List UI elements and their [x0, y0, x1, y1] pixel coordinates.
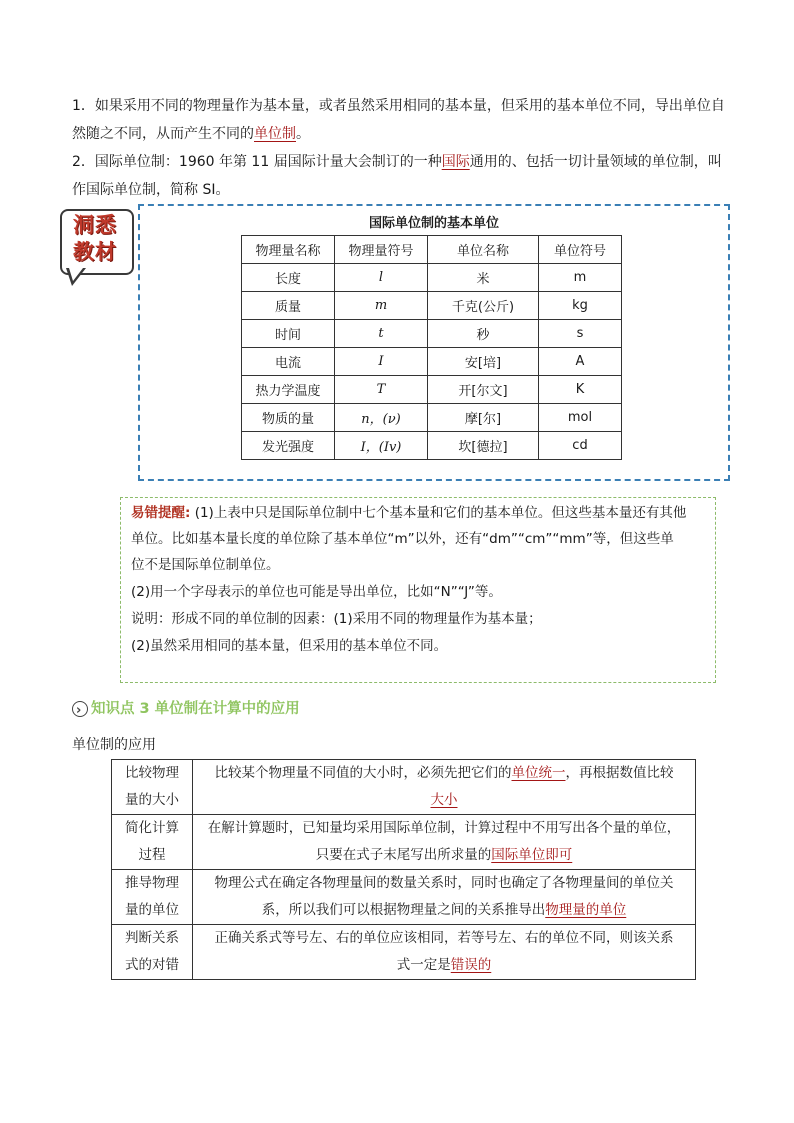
tip-line-2: 单位。比如基本量长度的单位除了基本单位“m”以外，还有“dm”“cm”“mm”等，但这些单 [131, 531, 674, 547]
app-desc-cell [193, 870, 696, 925]
app-desc-tail: ，再根据数值比较 [565, 765, 674, 781]
table-row [112, 925, 696, 980]
app-desc-text: 正确关系式等号左、右的单位应该相同，若等号左、右的单位不同，则该关系 [214, 930, 674, 946]
cell-symbol: I [335, 348, 428, 376]
table-row [242, 292, 622, 320]
cell-symbol: m [335, 292, 428, 320]
tip-line-6: (2)虽然采用相同的基本量，但采用的基本单位不同。 [131, 638, 448, 654]
tip-text-1: (1)上表中只是国际单位制中七个基本量和它们的基本单位。但这些基本量还有其他 [190, 505, 687, 521]
header-name: 物理量名称 [242, 236, 335, 264]
cell-name: 物质的量 [242, 404, 335, 432]
app-desc-line-1 [199, 925, 689, 952]
table-row [112, 815, 696, 870]
tip-line-3: 位不是国际单位制单位。 [131, 557, 280, 573]
app-label-line-2: 量的单位 [125, 902, 179, 918]
tip-label: 易错提醒: [131, 505, 191, 521]
table-row [242, 264, 622, 292]
app-desc-line-1 [199, 815, 689, 842]
tip-line-5: 说明：形成不同的单位制的因素：(1)采用不同的物理量作为基本量； [131, 611, 542, 627]
app-desc-line-1 [199, 870, 689, 897]
app-desc-text: 物理公式在确定各物理量间的数量关系时，同时也确定了各物理量间的单位关 [214, 875, 674, 891]
app-label-line-1: 判断关系 [125, 930, 179, 946]
app-desc-text-2: 只要在式子末尾写出所求量的 [315, 847, 492, 863]
app-desc-highlight-2: 大小 [430, 792, 458, 808]
app-label-line-2: 式的对错 [125, 957, 179, 973]
table-row [242, 320, 622, 348]
p2-text: 2．国际单位制：1960 年第 11 届国际计量大会制订的一种 [72, 154, 442, 170]
intro-paragraph-2 [72, 148, 732, 204]
intro-paragraph-1 [72, 92, 732, 148]
cell-name: 质量 [242, 292, 335, 320]
tip-line-4: (2)用一个字母表示的单位也可能是导出单位，比如“N”“J”等。 [131, 584, 502, 600]
app-desc-cell [193, 815, 696, 870]
app-label-cell [112, 925, 193, 980]
table-row [112, 870, 696, 925]
app-desc-highlight-2: 物理量的单位 [545, 902, 627, 918]
units-table [241, 235, 622, 460]
cell-unit-symbol: K [539, 376, 622, 404]
app-desc-cell [193, 925, 696, 980]
app-desc-line-2 [199, 897, 689, 924]
header-unit: 单位名称 [428, 236, 539, 264]
units-table-header-row [242, 236, 622, 264]
cell-unit: 千克(公斤) [428, 292, 539, 320]
app-desc-line-2 [199, 952, 689, 979]
app-label-line-1: 推导物理 [125, 875, 179, 891]
app-desc-cell [193, 760, 696, 815]
app-label-line-2: 过程 [138, 847, 166, 863]
arrow-circle-icon: › [72, 701, 88, 717]
cell-unit: 摩[尔] [428, 404, 539, 432]
cell-unit: 米 [428, 264, 539, 292]
cell-symbol: I，(Iv) [335, 432, 428, 460]
badge-line-1: 洞悉 [73, 213, 117, 237]
p2-highlight: 国际 [441, 154, 470, 170]
header-symbol: 物理量符号 [335, 236, 428, 264]
cell-symbol: t [335, 320, 428, 348]
table-row [242, 404, 622, 432]
app-label-line-2: 量的大小 [125, 792, 179, 808]
app-desc-highlight-2: 国际单位即可 [491, 847, 573, 863]
p1-text: 1．如果采用不同的物理量作为基本量，或者虽然采用相同的基本量，但采用的基本单位不同，导出单位自然随之不同，从而产生不同的 [72, 98, 725, 142]
cell-unit-symbol: cd [539, 432, 622, 460]
cell-unit-symbol: s [539, 320, 622, 348]
knowledge-point-title: 知识点 3 单位制在计算中的应用 [91, 701, 300, 717]
app-desc-text: 在解计算题时，已知量均采用国际单位制，计算过程中不用写出各个量的单位， [207, 820, 681, 836]
cell-unit-symbol: mol [539, 404, 622, 432]
app-desc-highlight: 单位统一 [511, 765, 566, 781]
p1-highlight: 单位制 [254, 126, 296, 142]
cell-unit-symbol: kg [539, 292, 622, 320]
table-row [242, 376, 622, 404]
table-row [242, 432, 622, 460]
units-table-title: 国际单位制的基本单位 [368, 216, 499, 231]
table-row [242, 348, 622, 376]
cell-name: 发光强度 [242, 432, 335, 460]
p1-suffix: 。 [296, 126, 310, 142]
cell-name: 长度 [242, 264, 335, 292]
section-label: 单位制的应用 [72, 737, 156, 753]
cell-name: 电流 [242, 348, 335, 376]
cell-symbol: l [335, 264, 428, 292]
app-label-line-1: 比较物理 [125, 765, 179, 781]
app-desc-text-2: 系，所以我们可以根据物理量之间的关系推导出 [261, 902, 546, 918]
cell-unit: 开[尔文] [428, 376, 539, 404]
cell-symbol: n，(ν) [335, 404, 428, 432]
app-desc-text: 比较某个物理量不同值的大小时，必须先把它们的 [214, 765, 512, 781]
app-desc-line-2 [199, 842, 689, 869]
app-label-cell [112, 815, 193, 870]
cell-unit-symbol: A [539, 348, 622, 376]
app-label-line-1: 简化计算 [125, 820, 179, 836]
tip-line-1 [131, 500, 711, 527]
cell-unit: 安[培] [428, 348, 539, 376]
cell-name: 时间 [242, 320, 335, 348]
p2-suffix: 通用的、包括一切计量领域的单位制，叫作国际单位制，简称 SI。 [72, 154, 722, 198]
cell-unit: 坎[德拉] [428, 432, 539, 460]
app-label-cell [112, 870, 193, 925]
app-desc-highlight-2: 错误的 [450, 957, 492, 973]
app-label-cell [112, 760, 193, 815]
knowledge-point-heading [72, 697, 300, 721]
cell-name: 热力学温度 [242, 376, 335, 404]
cell-unit-symbol: m [539, 264, 622, 292]
badge-tail-inner [69, 268, 83, 281]
app-desc-line-2 [199, 787, 689, 814]
app-desc-line-1 [199, 760, 689, 787]
badge-line-2: 教材 [73, 240, 117, 264]
cell-symbol: T [335, 376, 428, 404]
application-table [111, 759, 696, 980]
app-desc-text-2: 式一定是 [396, 957, 451, 973]
header-unit-symbol: 单位符号 [539, 236, 622, 264]
table-row [112, 760, 696, 815]
cell-unit: 秒 [428, 320, 539, 348]
